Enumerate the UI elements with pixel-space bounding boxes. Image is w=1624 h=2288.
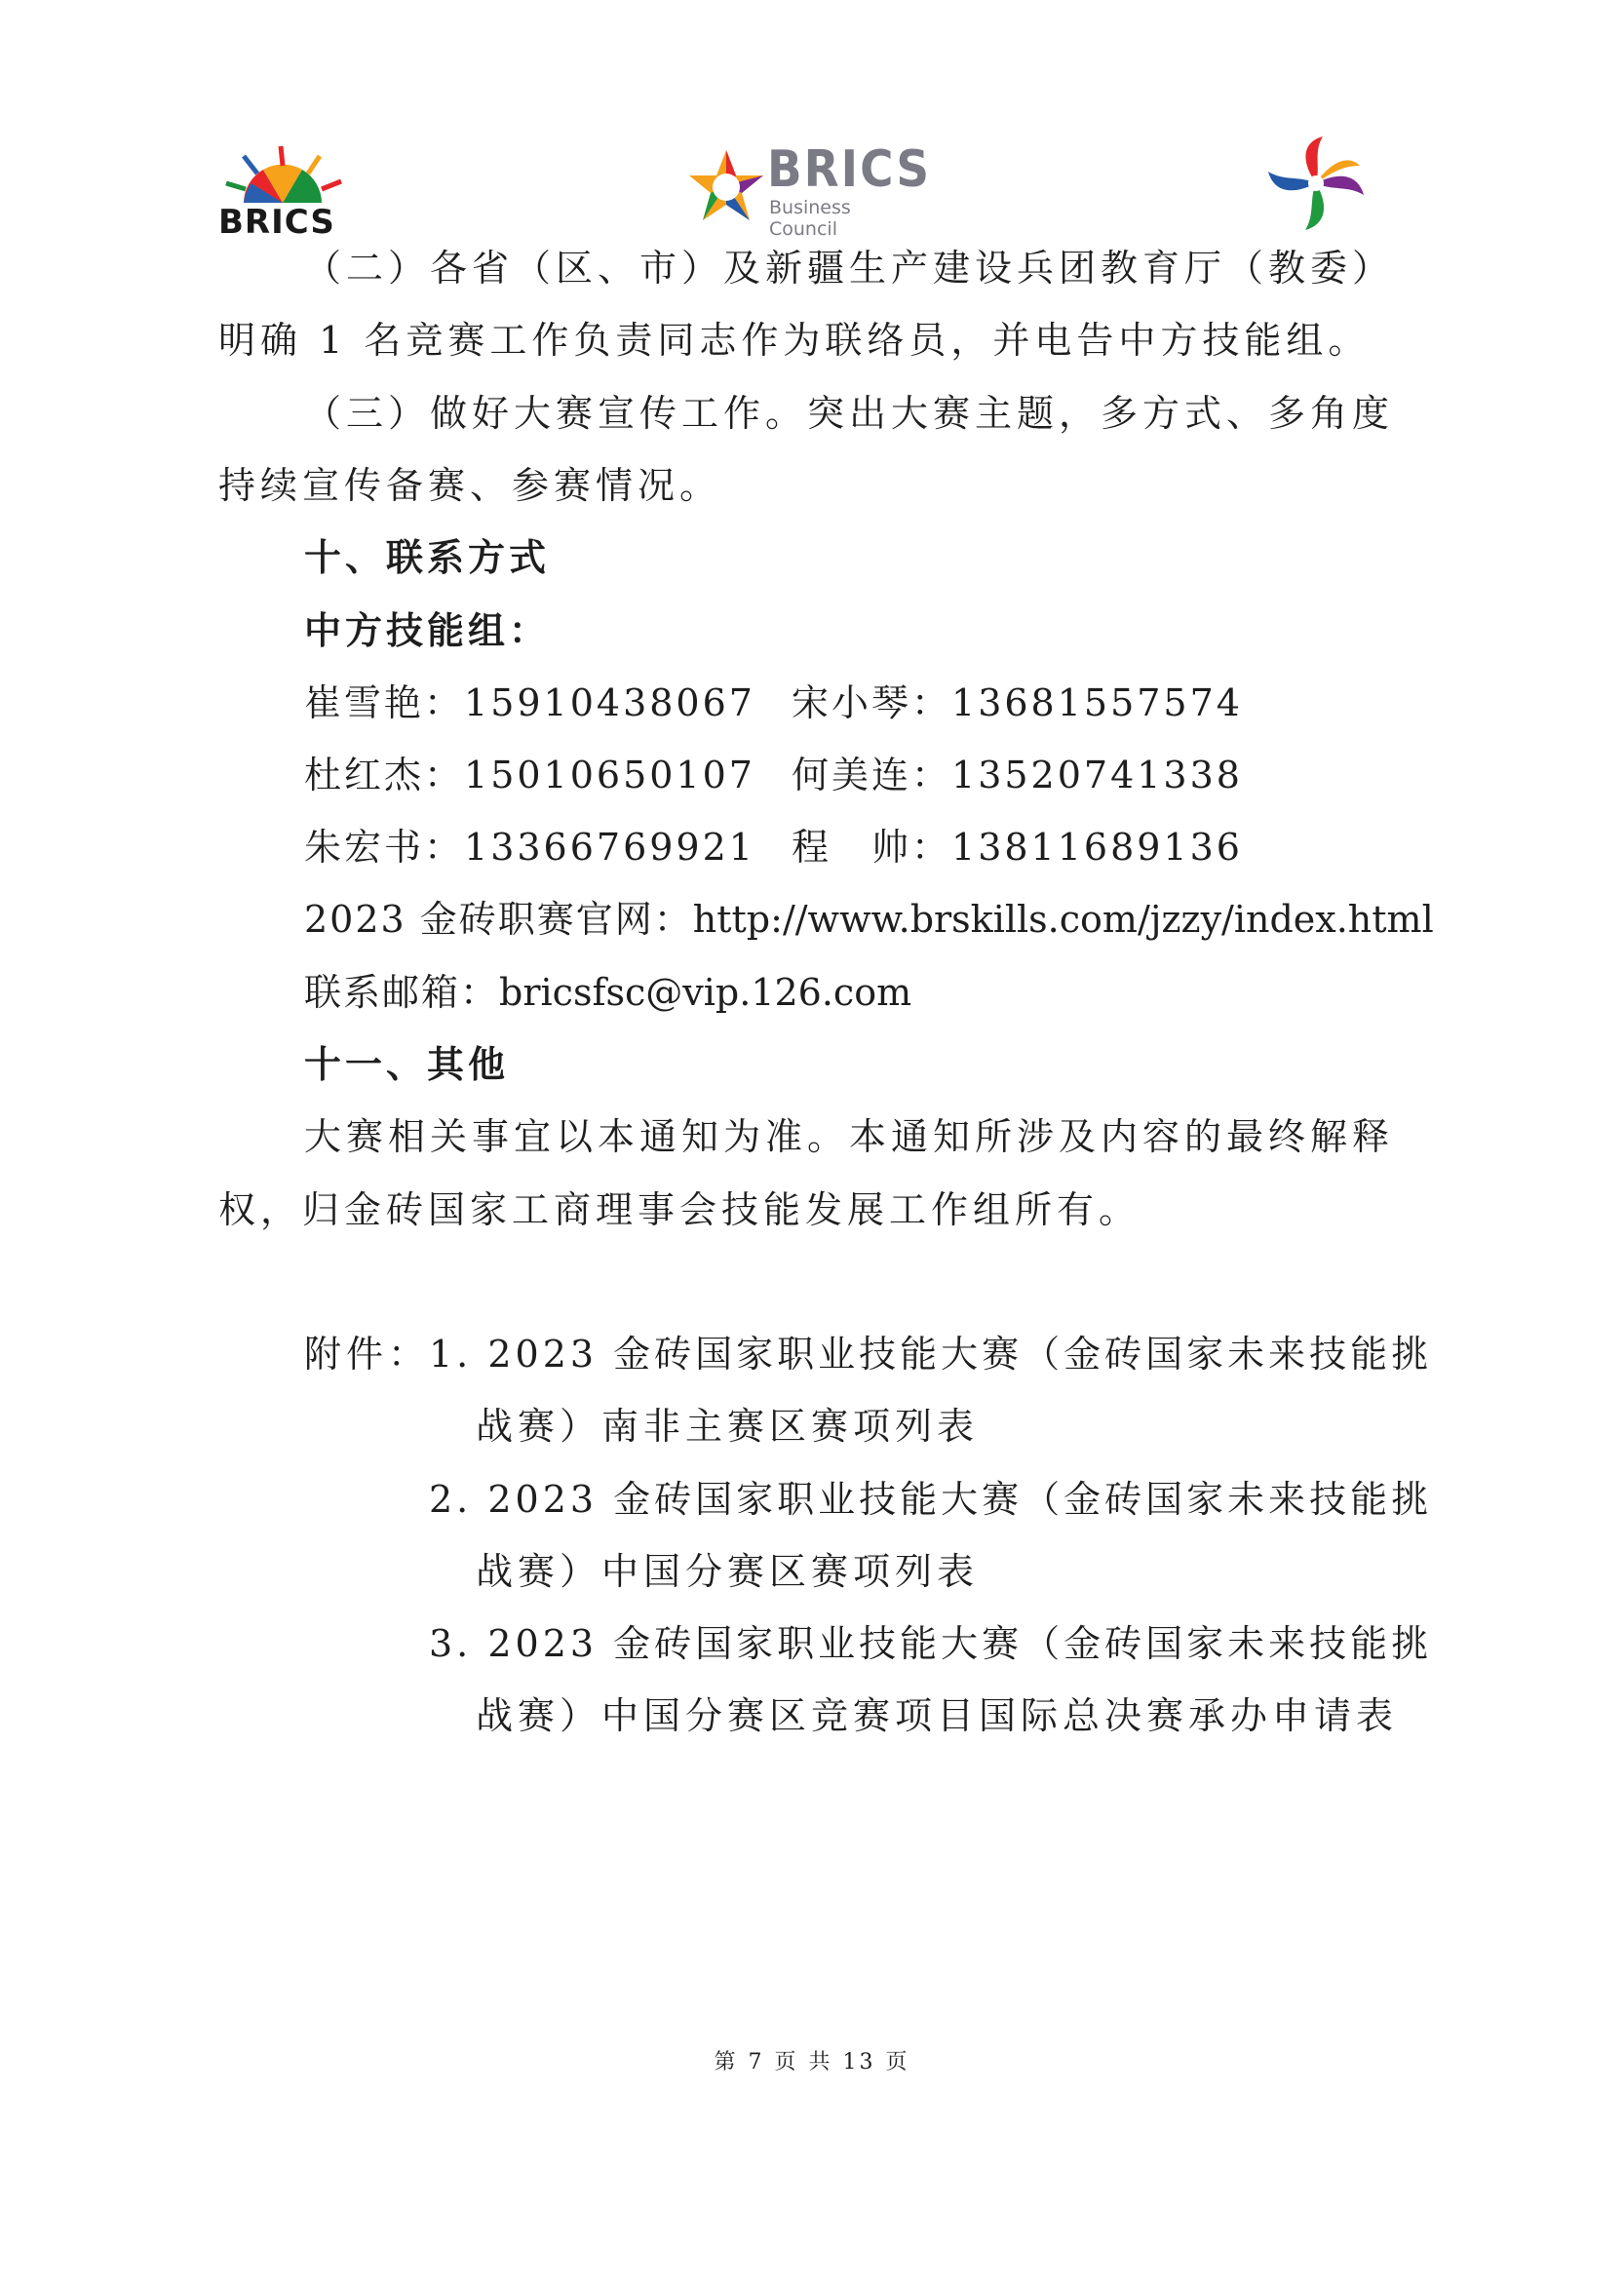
contact-phone: 13811689136	[951, 826, 1243, 869]
attachment-3-line-1: 3. 2023 金砖国家职业技能大赛（金砖国家未来技能挑	[429, 1622, 1433, 1665]
paragraph-other-line-2: 权，归金砖国家工商理事会技能发展工作组所有。	[218, 1188, 1141, 1231]
contact-name: 崔雪艳：	[304, 681, 465, 724]
contact-phone: 13681557574	[951, 681, 1243, 724]
brics-business-council-logo	[687, 136, 932, 240]
brics-bc-logo-subtitle: Business Council	[769, 197, 851, 240]
contact-name: 朱宏书：	[304, 826, 465, 869]
fsc-logo	[1262, 133, 1370, 235]
paragraph-3-line-1: （三）做好大赛宣传工作。突出大赛主题，多方式、多角度	[304, 392, 1395, 435]
contact-entry	[304, 745, 755, 798]
page-number: 第 7 页 共 13 页	[714, 2050, 910, 2075]
paragraph-other-line-1: 大赛相关事宜以本通知为准。本通知所涉及内容的最终解释	[304, 1115, 1395, 1158]
attachment-1-line-1: 1. 2023 金砖国家职业技能大赛（金砖国家未来技能挑	[429, 1333, 1433, 1376]
email-label: 联系邮箱：	[304, 971, 500, 1014]
contact-entry	[304, 673, 755, 726]
contact-entry	[304, 817, 755, 871]
attachment-2-line-2: 战赛）中国分赛区赛项列表	[476, 1550, 980, 1593]
contact-name: 杜红杰：	[304, 754, 465, 796]
attachment-3-line-2: 战赛）中国分赛区竞赛项目国际总决赛承办申请表	[476, 1694, 1399, 1737]
contact-entry	[792, 673, 1243, 726]
paragraph-2-line-1: （二）各省（区、市）及新疆生产建设兵团教育厅（教委）	[304, 247, 1395, 290]
contact-phone: 13520741338	[951, 754, 1243, 796]
brics-logo-text: BRICS	[218, 203, 335, 242]
star-icon	[687, 146, 765, 224]
email-link[interactable]: bricsfsc@vip.126.com	[499, 971, 912, 1014]
website-line	[304, 889, 1434, 943]
contact-phone: 15910438067	[464, 681, 755, 724]
contact-phone: 13366769921	[464, 826, 755, 869]
pinwheel-icon	[1262, 133, 1370, 235]
brics-south-africa-logo	[214, 144, 351, 242]
contact-name: 宋小琴：	[792, 681, 952, 724]
email-line	[304, 962, 911, 1016]
contact-group-heading: 中方技能组：	[304, 609, 551, 652]
paragraph-2-line-2: 明确 1 名竞赛工作负责同志作为联络员，并电告中方技能组。	[218, 319, 1371, 362]
attachment-2-line-1: 2. 2023 金砖国家职业技能大赛（金砖国家未来技能挑	[429, 1478, 1433, 1521]
contact-entry	[792, 817, 1243, 871]
website-link[interactable]: http://www.brskills.com/jzzy/index.html	[692, 898, 1434, 941]
section-11-heading: 十一、其他	[304, 1043, 510, 1086]
contact-phone: 15010650107	[464, 754, 755, 796]
contact-name: 何美连：	[792, 754, 952, 796]
website-label: 2023 金砖职赛官网：	[304, 898, 693, 941]
section-10-heading: 十、联系方式	[304, 536, 551, 579]
paragraph-3-line-2: 持续宣传备赛、参赛情况。	[218, 464, 722, 507]
contact-entry	[792, 745, 1243, 798]
brics-bc-logo-text: BRICS	[767, 140, 932, 199]
attachments-label: 附件：	[304, 1333, 431, 1376]
brics-rays-icon	[214, 144, 351, 205]
attachment-1-line-2: 战赛）南非主赛区赛项列表	[476, 1405, 980, 1448]
contact-name: 程 帅：	[792, 826, 952, 869]
